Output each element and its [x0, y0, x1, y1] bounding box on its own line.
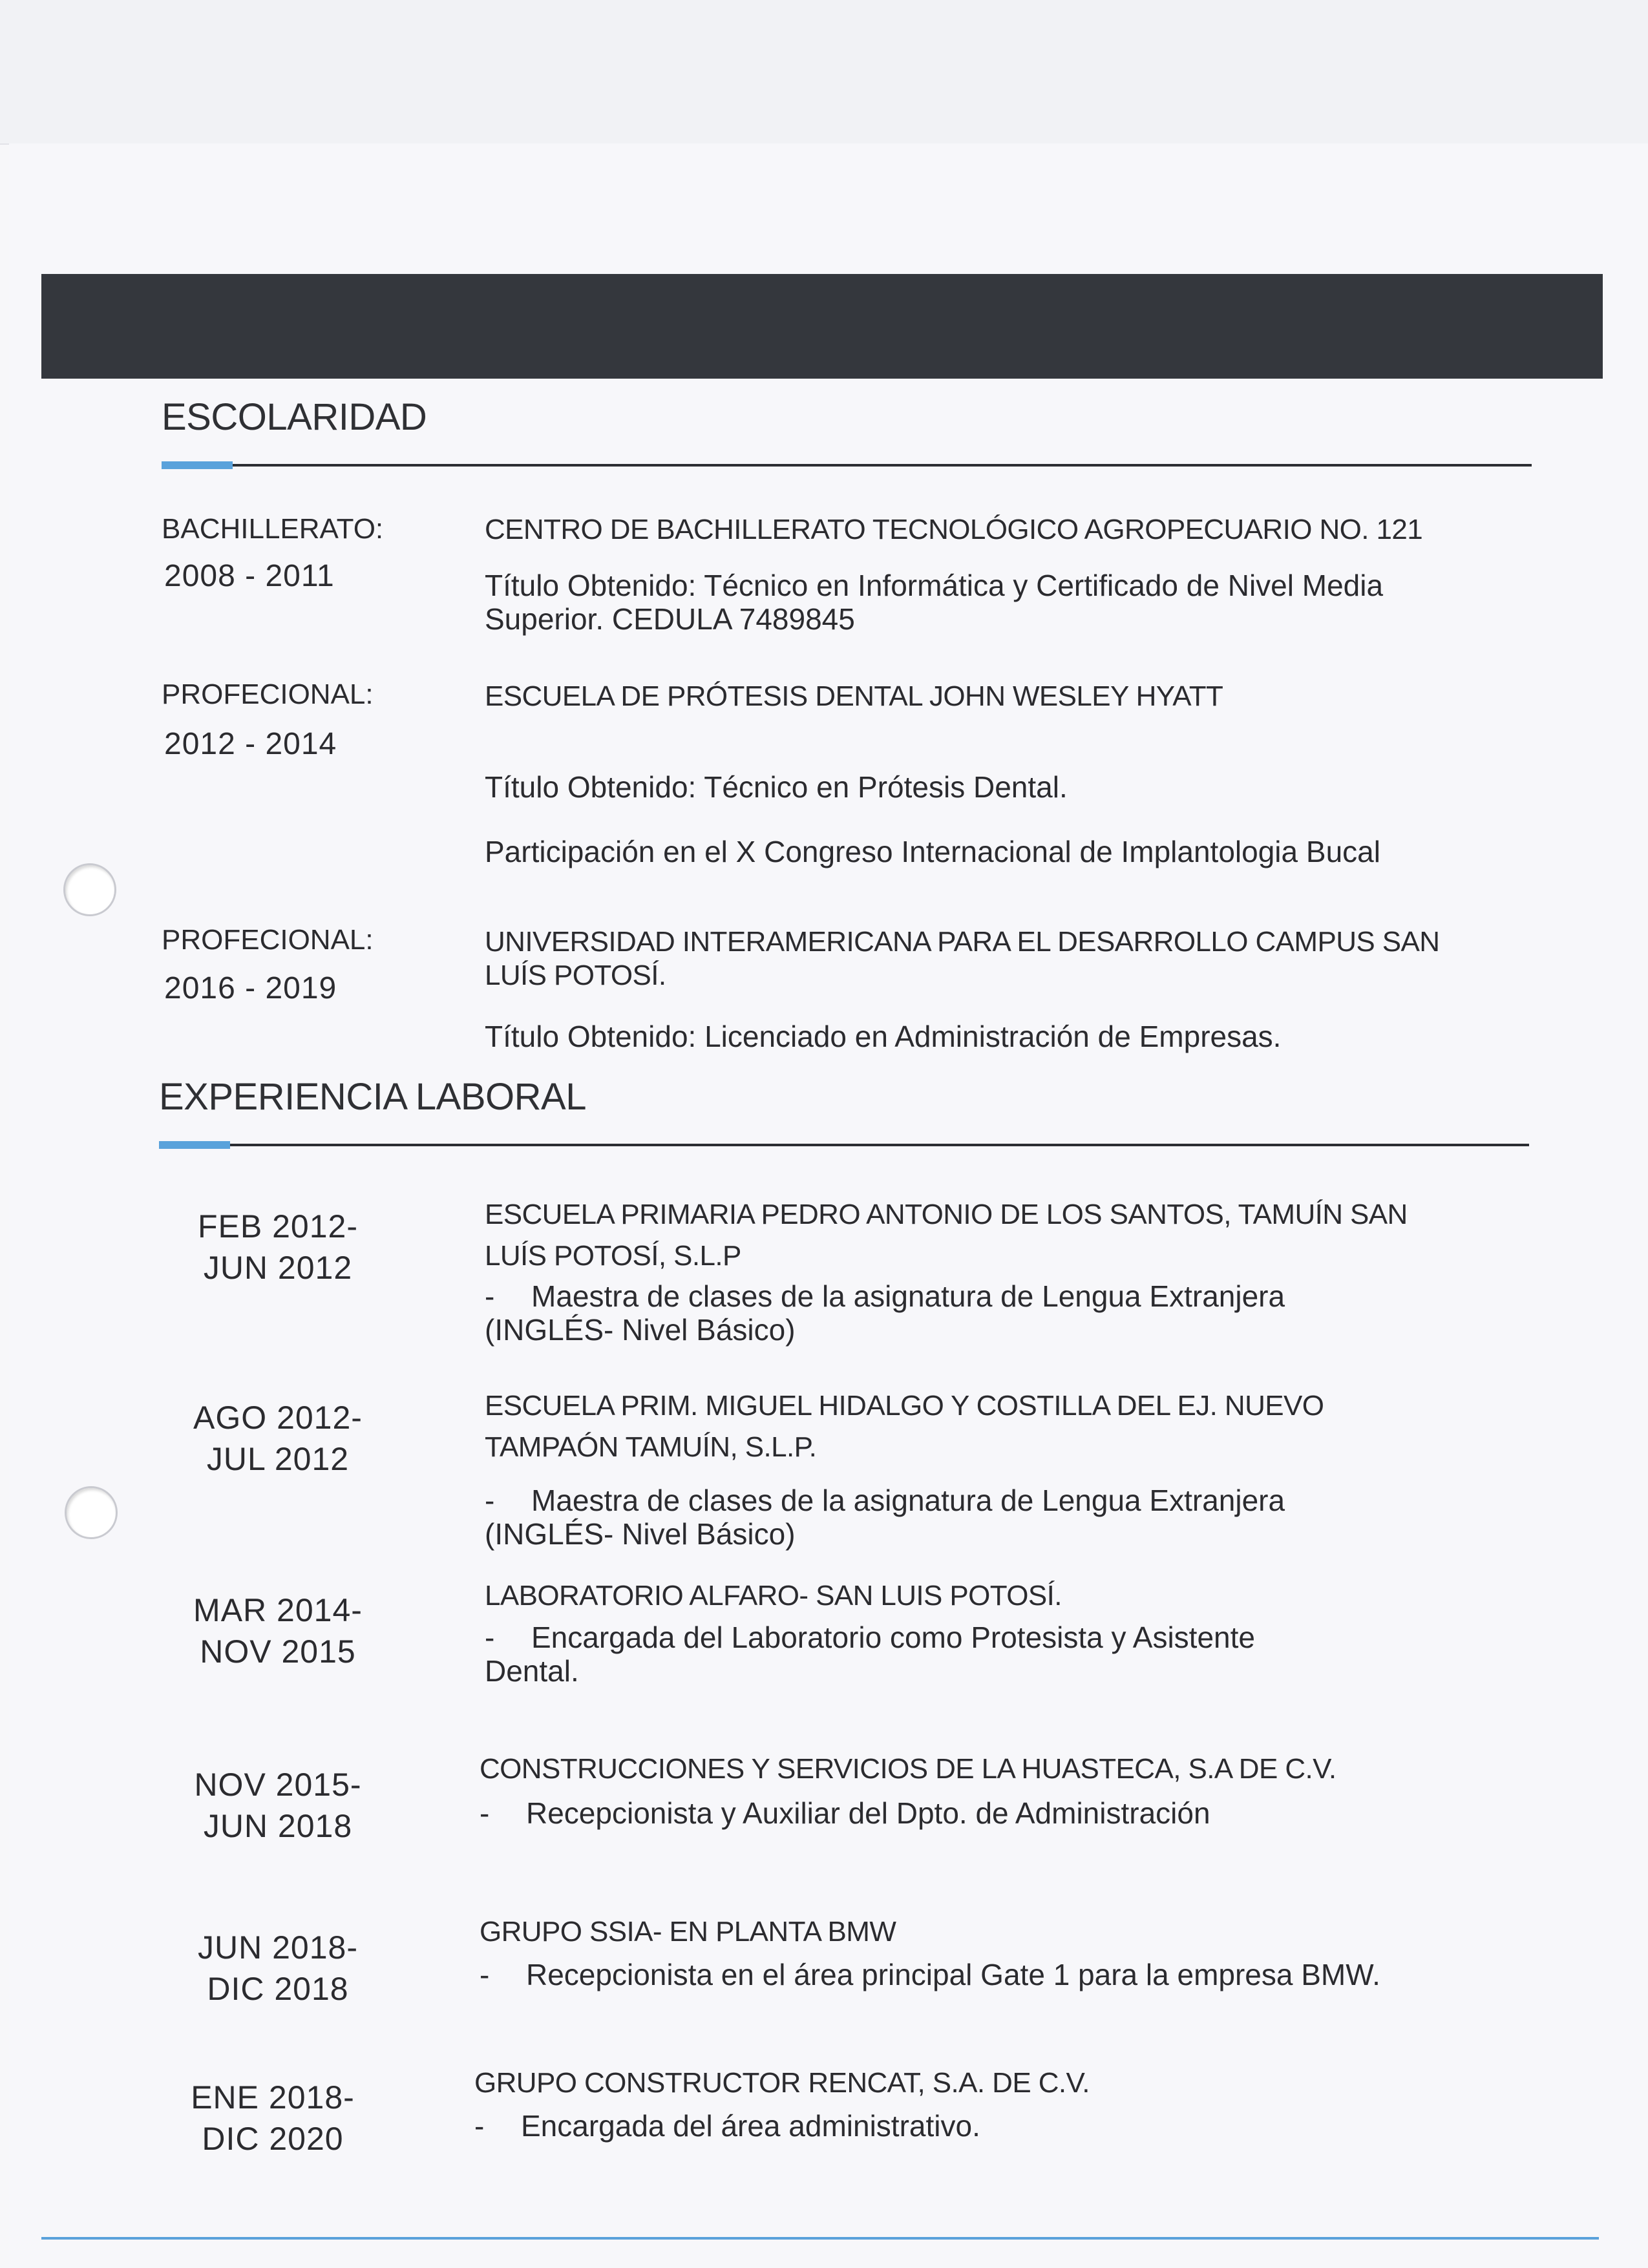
job-role-text: Recepcionista en el área principal Gate 1 para la empresa BMW.	[526, 1958, 1380, 1991]
bullet-dash: -	[485, 1621, 495, 1654]
education-level: BACHILLERATO:	[162, 513, 384, 545]
job-date-end: JUN 2018	[203, 1808, 353, 1844]
job-date-end: DIC 2020	[202, 2121, 344, 2157]
education-level: PROFECIONAL:	[162, 678, 374, 710]
job-role	[485, 1484, 1389, 1551]
education-years: 2008 - 2011	[164, 559, 335, 593]
scan-top-margin	[0, 0, 1648, 145]
education-years: 2012 - 2014	[164, 727, 337, 761]
header-band	[41, 274, 1603, 379]
job-date-start: ENE 2018-	[191, 2079, 355, 2116]
bullet-dash: -	[485, 1279, 495, 1313]
job-date-end: DIC 2018	[207, 1971, 349, 2007]
job-role	[480, 1796, 1488, 1830]
job-dates	[149, 1590, 407, 1672]
job-date-start: JUN 2018-	[198, 1929, 358, 1966]
job-role-text: Maestra de clases de la asignatura de Lengua Extranjera (INGLÉS- Nivel Básico)	[485, 1279, 1285, 1347]
bullet-dash: -	[480, 1796, 490, 1830]
footer-divider	[41, 2237, 1599, 2240]
education-detail: Título Obtenido: Técnico en Prótesis Dental.	[485, 770, 1068, 804]
job-date-start: MAR 2014-	[193, 1592, 363, 1628]
education-institution: CENTRO DE BACHILLERATO TECNOLÓGICO AGROPECUARIO NO. 121	[485, 514, 1423, 545]
education-years: 2016 - 2019	[164, 971, 337, 1005]
section-title-experience: EXPERIENCIA LABORAL	[159, 1076, 586, 1118]
job-role-text: Maestra de clases de la asignatura de Lengua Extranjera (INGLÉS- Nivel Básico)	[485, 1484, 1285, 1551]
section-divider	[159, 1144, 1529, 1146]
job-dates	[149, 1927, 407, 2010]
punch-hole-icon	[63, 863, 116, 916]
job-role-text: Encargada del Laboratorio como Protesista y Asistente Dental.	[485, 1621, 1255, 1688]
job-date-start: FEB 2012-	[197, 1208, 358, 1244]
job-employer: ESCUELA PRIMARIA PEDRO ANTONIO DE LOS SANTOS, TAMUÍN SAN LUÍS POTOSÍ, S.L.P	[485, 1199, 1408, 1272]
job-employer: CONSTRUCCIONES Y SERVICIOS DE LA HUASTECA, S.A DE C.V.	[480, 1753, 1336, 1785]
education-institution: ESCUELA DE PRÓTESIS DENTAL JOHN WESLEY HYATT	[485, 680, 1223, 712]
job-date-end: JUL 2012	[206, 1441, 350, 1477]
job-role	[485, 1621, 1351, 1688]
job-date-end: JUN 2012	[203, 1250, 353, 1286]
punch-hole-icon	[65, 1486, 118, 1539]
education-detail: Título Obtenido: Técnico en Informática y Certificado de Nivel Media Superior. CEDULA 7489845	[485, 569, 1384, 636]
education-detail: Título Obtenido: Licenciado en Administración de Empresas.	[485, 1020, 1282, 1053]
job-date-end: NOV 2015	[200, 1633, 356, 1670]
job-employer: GRUPO SSIA- EN PLANTA BMW	[480, 1916, 896, 1948]
job-role	[480, 1958, 1384, 1991]
section-divider	[162, 464, 1532, 467]
job-role	[485, 1279, 1389, 1347]
job-dates	[149, 1206, 407, 1288]
bullet-dash: -	[474, 2109, 485, 2143]
education-institution: UNIVERSIDAD INTERAMERICANA PARA EL DESARROLLO CAMPUS SAN LUÍS POTOSÍ.	[485, 926, 1440, 991]
job-employer: GRUPO CONSTRUCTOR RENCAT, S.A. DE C.V.	[474, 2067, 1090, 2099]
job-date-start: AGO 2012-	[193, 1400, 363, 1436]
bullet-dash: -	[480, 1958, 490, 1991]
job-dates	[149, 1764, 407, 1847]
job-dates	[143, 2077, 402, 2159]
job-role-text: Encargada del área administrativo.	[521, 2109, 980, 2143]
job-date-start: NOV 2015-	[194, 1767, 362, 1803]
section-title-education: ESCOLARIDAD	[162, 396, 427, 438]
section-accent	[159, 1141, 230, 1149]
job-role	[474, 2109, 1483, 2143]
job-employer: ESCUELA PRIM. MIGUEL HIDALGO Y COSTILLA DEL EJ. NUEVO TAMPAÓN TAMUÍN, S.L.P.	[485, 1390, 1324, 1463]
job-dates	[149, 1397, 407, 1480]
job-employer: LABORATORIO ALFARO- SAN LUIS POTOSÍ.	[485, 1580, 1062, 1612]
bullet-dash: -	[485, 1484, 495, 1517]
job-role-text: Recepcionista y Auxiliar del Dpto. de Administración	[526, 1796, 1210, 1830]
section-accent	[162, 461, 233, 469]
education-detail: Participación en el X Congreso Internacional de Implantologia Bucal	[485, 835, 1380, 868]
education-level: PROFECIONAL:	[162, 924, 374, 956]
